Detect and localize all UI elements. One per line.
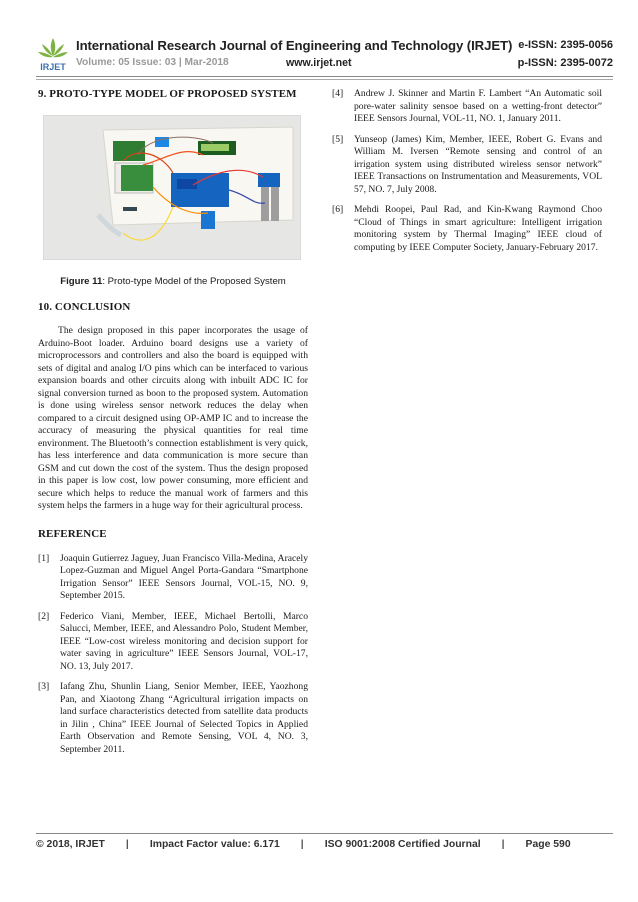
footer-page-number: Page 590 [525,839,571,850]
footer-separator: | [300,839,304,850]
reference-number: [1] [38,552,50,564]
reference-heading: REFERENCE [38,527,107,540]
header-rule-thin [36,79,613,80]
reference-list-right [332,88,602,254]
reference-item [332,88,602,126]
left-column [38,88,308,756]
reference-number: [5] [332,133,344,145]
conclusion-paragraph: The design proposed in this paper incorporates the usage of Arduino-Boot loader. Arduino board designs use a variety of microprocessors and controllers and also the board is equipped with sets of digital and analog I/O pins which can be interfaced to various expansion boards and other circuits along with inbuilt ADC IC for signal conversion turned as boon to the proposed system. Automation is done using wireless sensor network reduces the delay when compared to a circuit designed using OP-AMP IC and to increase the accuracy of measuring the physical quantities for real time environment. The Bluetooth’s connection establishment is very quick, has less interference and data communication is more secure than GSM and cut down the cost of the system. Thus the design proposed in this paper is low cost, low power consuming, more efficient and secure which helps to reduce the manual work of farmers and this system helps the farmers in a huge way for their agricultural process. [38,325,308,511]
reference-item [38,553,308,603]
reference-text: Mehdi Roopei, Paul Rad, and Kin-Kwang Raymond Choo “Cloud of Things in smart agriculture: Intelligent irrigation monitoring system by Thermal Imaging” IEEE cloud of computing by IEEE Computer Society, January-February 2017. [354,204,602,253]
reference-item [38,611,308,674]
reference-item [332,204,602,254]
footer-copyright: © 2018, IRJET [36,839,105,850]
reference-number: [3] [38,681,50,692]
reference-item [332,134,602,197]
reference-text: Joaquin Gutierrez Jaguey, Juan Francisco Villa-Medina, Aracely Lopez-Guzman and Miguel Angel Porta-Gandara “Smartphone Irrigation Sensor” IEEE Sensors Journal, VOL-15, NO. 9, September 2015. [60,552,308,601]
right-column [332,88,602,254]
reference-number: [2] [38,610,50,622]
footer-rule [36,833,613,834]
footer-separator: | [501,839,505,850]
figure-caption-text: : Proto-type Model of the Proposed System [102,276,286,287]
volume-issue: Volume: 05 Issue: 03 | Mar-2018 [76,57,229,68]
reference-text: Yunseop (James) Kim, Member, IEEE, Robert G. Evans and William M. Iversen “Remote sensing and control of an irrigation system using distributed wireless sensor network” IEEE Transactions on Instrumentation and Measurements, VOL 57, NO. 7, July 2008. [354,133,602,195]
reference-list-left [38,553,308,757]
reference-text: Andrew J. Skinner and Martin F. Lambert “An Automatic soil pore-water salinity sensoe based on a wetting-front detector” IEEE Sensors Journal, VOL-11, NO. 1, January 2011. [354,88,602,124]
irjet-logo-icon [36,34,70,74]
reference-number: [4] [332,88,344,99]
reference-text: Iafang Zhu, Shunlin Liang, Senior Member, IEEE, Yaozhong Pan, and Xiaotong Zhang “Agricultural irrigation impacts on land surface characteristics detected from satellite data products in Jilin , China” IEEE Journal of Selected Topics in Applied Earth Observation and Remote Sensing, VOL 4, NO. 3, September 2011. [60,681,308,755]
footer-impact-factor: Impact Factor value: 6.171 [149,839,280,850]
figure-label: Figure 11 [60,276,103,287]
pissn: p-ISSN: 2395-0072 [517,57,613,69]
journal-url: www.irjet.net [286,57,352,69]
reference-item [38,681,308,756]
reference-number: [6] [332,204,344,215]
prototype-photo [43,115,301,260]
section-9-heading: 9. PROTO-TYPE MODEL OF PROPOSED SYSTEM [38,88,297,100]
figure-caption [38,276,308,287]
logo-text: IRJET [40,62,66,72]
section-10-heading: 10. CONCLUSION [38,301,131,313]
footer [36,839,613,850]
footer-separator: | [125,839,129,850]
eissn: e-ISSN: 2395-0056 [518,39,613,51]
footer-iso: ISO 9001:2008 Certified Journal [324,839,481,850]
reference-text: Federico Viani, Member, IEEE, Michael Bertolli, Marco Salucci, Member, IEEE, and Alessandro Polo, Student Member, IEEE “Low-cost wireless monitoring and decision support for water saving in agriculture” IEEE Sensors Journal, VOL-17, NO. 13, July 2017. [60,610,308,672]
header-rule [36,76,613,77]
journal-title: International Research Journal of Engineering and Technology (IRJET) [76,38,513,53]
